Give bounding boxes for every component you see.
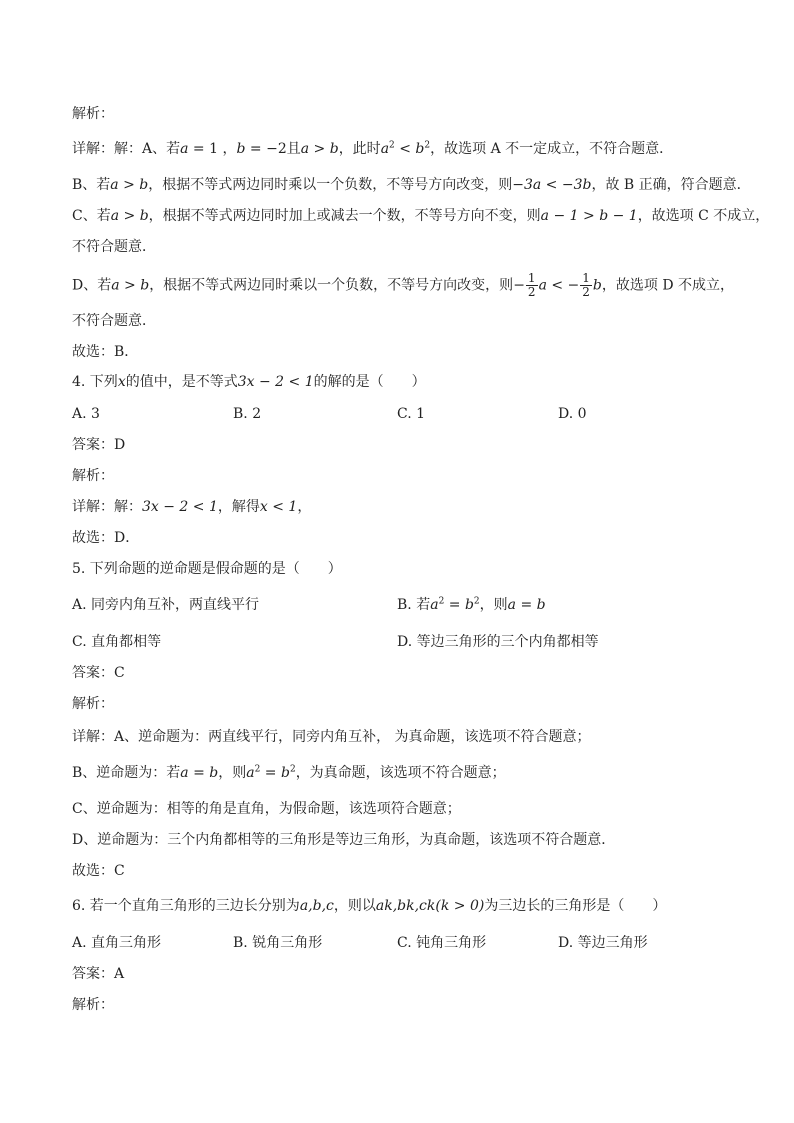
- q6-option-c: C. 钝角三角形: [397, 935, 487, 951]
- detail-option-d-cont: 不符合题意．: [72, 313, 156, 329]
- analysis-label: 解析：: [72, 106, 114, 122]
- q5-option-c: C. 直角都相等: [72, 634, 162, 650]
- question-6: 6. 若一个直角三角形的三边长分别为a,b,c，则以ak,bk,ck(k > 0)为三边长的三角形是（ ）: [72, 898, 667, 914]
- q6-option-b: B. 锐角三角形: [233, 935, 323, 951]
- q5-detail-b: B、逆命题为：若a = b，则$a^2 = b^2$，为真命题，该选项不符合题意；: [72, 764, 506, 781]
- q5-option-d: D. 等边三角形的三个内角都相等: [397, 634, 599, 650]
- q5-choose: 故选：C: [72, 863, 125, 879]
- fraction-half-2: $\frac{1}{2}$: [582, 271, 590, 299]
- detail-option-c: C、若a > b，根据不等式两边同时加上或减去一个数，不等号方向不变，则a − 1 > b − 1，故选项 C 不成立，: [72, 208, 770, 224]
- q6-answer: 答案：A: [72, 966, 125, 982]
- detail-option-b: B、若a > b，根据不等式两边同时乘以一个负数，不等号方向改变，则−3a < −3b，故 B 正确，符合题意．: [72, 177, 751, 193]
- question-4: 4. 下列x的值中，是不等式3x − 2 < 1的解的是（ ）: [72, 374, 426, 390]
- q6-option-d: D. 等边三角形: [558, 935, 648, 951]
- q6-option-a: A. 直角三角形: [72, 935, 162, 951]
- q4-option-a: A. 3: [72, 406, 100, 422]
- q5-detail-c: C、逆命题为：相等的角是直角，为假命题，该选项符合题意；: [72, 801, 461, 817]
- choose-answer: 故选：B．: [72, 344, 139, 360]
- q5-option-b: B. 若$a^2 = b^2$，则a = b: [397, 596, 546, 613]
- detail-option-c-cont: 不符合题意．: [72, 239, 156, 255]
- q6-analysis-label: 解析：: [72, 997, 114, 1013]
- detail-option-d: D、若a > b，根据不等式两边同时乘以一个负数，不等号方向改变，则− $\frac{1}{2}$ a < − $\frac{1}{2}$ b，故选项 D 不成立，: [72, 271, 735, 299]
- q5-answer: 答案：C: [72, 665, 125, 681]
- q5-detail-d: D、逆命题为：三个内角都相等的三角形是等边三角形，为真命题，该选项不符合题意．: [72, 832, 616, 848]
- q5-detail-a: 详解：A、逆命题为：两直线平行，同旁内角互补， 为真命题，该选项不符合题意；: [72, 729, 591, 745]
- q4-analysis-label: 解析：: [72, 468, 114, 484]
- q4-option-b: B. 2: [233, 406, 262, 422]
- q4-option-c: C. 1: [397, 406, 426, 422]
- q4-option-d: D. 0: [558, 406, 587, 422]
- q4-choose: 故选：D．: [72, 530, 140, 546]
- question-5: 5. 下列命题的逆命题是假命题的是（ ）: [72, 561, 342, 577]
- q4-detail: 详解：解：3x − 2 < 1，解得x < 1，: [72, 499, 312, 515]
- q4-answer: 答案：D: [72, 437, 126, 453]
- detail-option-a: 详解：解：A、若a = 1 ，b = −2且a > b，此时$a^2 < b^2$，故选项 A 不一定成立，不符合题意．: [72, 140, 674, 157]
- fraction-half: $\frac{1}{2}$: [527, 271, 536, 299]
- q5-option-a: A. 同旁内角互补，两直线平行: [72, 597, 260, 613]
- q5-analysis-label: 解析：: [72, 696, 114, 712]
